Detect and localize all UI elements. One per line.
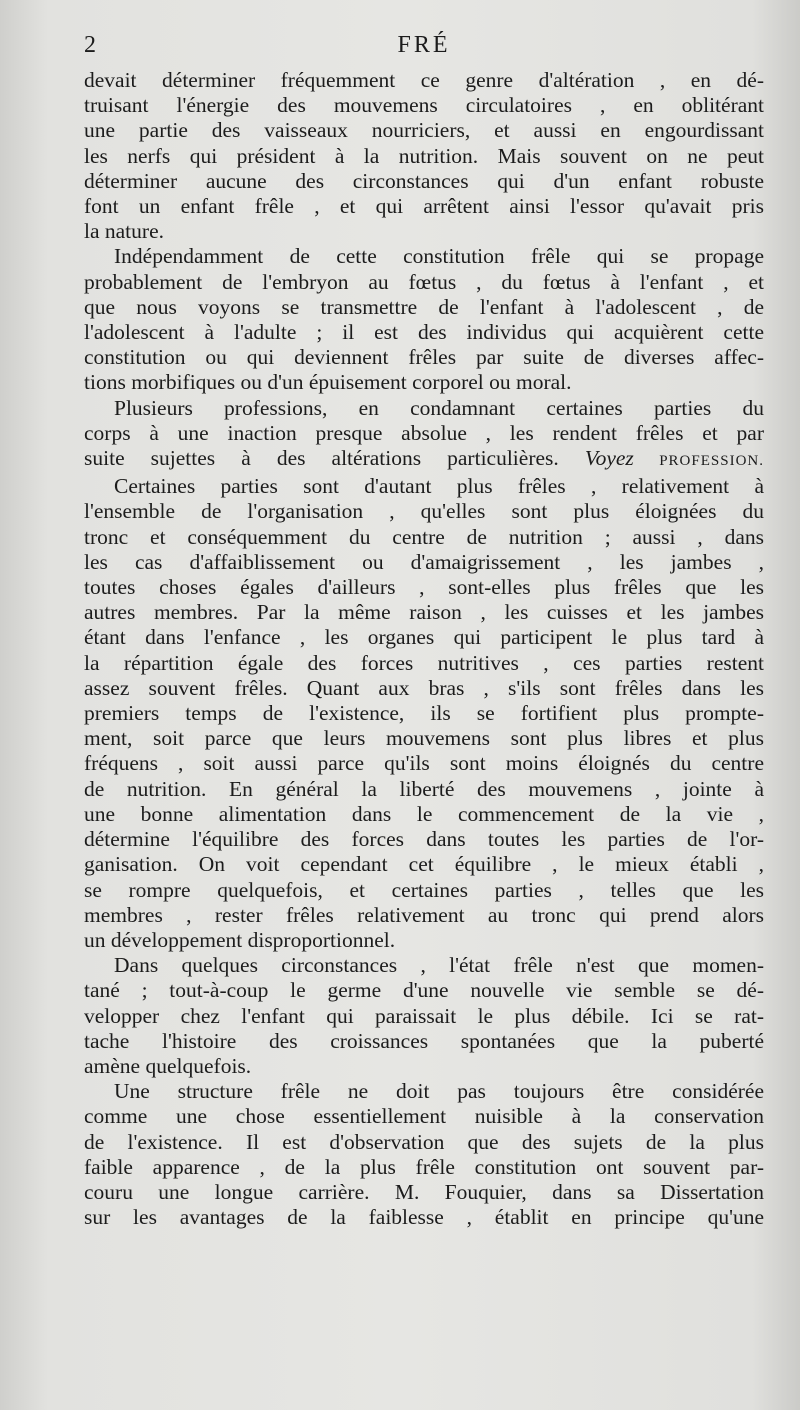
text-line-with-crossref bbox=[84, 446, 764, 474]
text-line: ment, soit parce que leurs mouvemens sont plus libres et plus bbox=[84, 726, 764, 751]
paragraph-2 bbox=[84, 244, 764, 395]
text-line: membres , rester frêles relativement au tronc qui prend alors bbox=[84, 902, 764, 927]
text-line: premiers temps de l'existence, ils se fortifient plus prompte- bbox=[84, 701, 764, 726]
text-line: Dans quelques circonstances , l'état frêle n'est que momen- bbox=[114, 953, 764, 978]
text-line: les cas d'affaiblissement ou d'amaigrissement , les jambes , bbox=[84, 549, 764, 574]
text-line: que nous voyons se transmettre de l'enfant à l'adolescent , de bbox=[84, 294, 764, 319]
text-line: de nutrition. En général la liberté des mouvemens , jointe à bbox=[84, 776, 764, 801]
text-line: comme une chose essentiellement nuisible à la conservation bbox=[84, 1104, 764, 1129]
text-line: tané ; tout-à-coup le germe d'une nouvelle vie semble se dé- bbox=[84, 978, 764, 1003]
running-head: FRÉ bbox=[397, 32, 451, 58]
text-line: de l'existence. Il est d'observation que des sujets de la plus bbox=[84, 1129, 764, 1154]
text-line: Indépendamment de cette constitution frêle qui se propage bbox=[114, 244, 764, 269]
text-line: la répartition égale des forces nutritives , ces parties restent bbox=[84, 650, 764, 675]
text-line: une partie des vaisseaux nourriciers, et aussi en engourdissant bbox=[84, 118, 764, 143]
text-line: devait déterminer fréquemment ce genre d'altération , en dé- bbox=[84, 68, 764, 92]
paragraph-4 bbox=[84, 474, 764, 953]
text-line: les nerfs qui président à la nutrition. Mais souvent on ne peut bbox=[84, 143, 764, 168]
text-line: truisant l'énergie des mouvemens circulatoires , en oblitérant bbox=[84, 93, 764, 118]
text-line: tache l'histoire des croissances spontanées que la puberté bbox=[84, 1028, 764, 1053]
page-number: 2 bbox=[84, 32, 96, 58]
text-line: font un enfant frêle , et qui arrêtent ainsi l'essor qu'avait pris bbox=[84, 194, 764, 219]
text-line: fréquens , soit aussi parce qu'ils sont moins éloignés du centre bbox=[84, 751, 764, 776]
text-line: déterminer aucune des circonstances qui d'un enfant robuste bbox=[84, 168, 764, 193]
text-line: autres membres. Par la même raison , les cuisses et les jambes bbox=[84, 600, 764, 625]
text-line: Certaines parties sont d'autant plus frêles , relativement à bbox=[114, 474, 764, 499]
text-line: l'adolescent à l'adulte ; il est des individus qui acquièrent cette bbox=[84, 320, 764, 345]
text-line: une bonne alimentation dans le commencement de la vie , bbox=[84, 801, 764, 826]
text-line: Une structure frêle ne doit pas toujours être considérée bbox=[114, 1079, 764, 1104]
text-line: sur les avantages de la faiblesse , établit en principe qu'une bbox=[84, 1205, 764, 1230]
text-line: toutes choses égales d'ailleurs , sont-elles plus frêles que les bbox=[84, 575, 764, 600]
voyez-label: Voyez bbox=[584, 446, 634, 471]
body-text bbox=[84, 68, 764, 1230]
text-line: Plusieurs professions, en condamnant certaines parties du bbox=[114, 395, 764, 420]
text-run: suite sujettes à des altérations particulières. bbox=[84, 446, 585, 471]
text-line: assez souvent frêles. Quant aux bras , s'ils sont frêles dans les bbox=[84, 675, 764, 700]
paragraph-3 bbox=[84, 396, 764, 475]
text-line: la nature. bbox=[84, 219, 164, 244]
text-line: tronc et conséquemment du centre de nutrition ; aussi , dans bbox=[84, 524, 764, 549]
page-header bbox=[84, 32, 764, 66]
text-line: l'ensemble de l'organisation , qu'elles sont plus éloignées du bbox=[84, 499, 764, 524]
text-line: probablement de l'embryon au fœtus , du fœtus à l'enfant , et bbox=[84, 269, 764, 294]
text-line: velopper chez l'enfant qui paraissait le plus débile. Ici se rat- bbox=[84, 1003, 764, 1028]
text-line: faible apparence , de la plus frêle constitution ont souvent par- bbox=[84, 1154, 764, 1179]
text-line: un développement disproportionnel. bbox=[84, 927, 396, 952]
text-line: se rompre quelquefois, et certaines parties , telles que les bbox=[84, 877, 764, 902]
paragraph-6 bbox=[84, 1079, 764, 1230]
text-line: ganisation. On voit cependant cet équilibre , le mieux établi , bbox=[84, 852, 764, 877]
text-line: couru une longue carrière. M. Fouquier, dans sa Dissertation bbox=[84, 1179, 764, 1204]
paragraph-1 bbox=[84, 68, 764, 244]
text-line: tions morbifiques ou d'un épuisement corporel ou moral. bbox=[84, 370, 572, 395]
text-line: constitution ou qui deviennent frêles par suite de diverses affec- bbox=[84, 345, 764, 370]
paragraph-5 bbox=[84, 953, 764, 1079]
text-line: détermine l'équilibre des forces dans toutes les parties de l'or- bbox=[84, 827, 764, 852]
text-line: étant dans l'enfance , les organes qui participent le plus tard à bbox=[84, 625, 764, 650]
cross-reference: PROFESSION. bbox=[633, 453, 764, 470]
text-line: amène quelquefois. bbox=[84, 1053, 252, 1078]
text-line: corps à une inaction presque absolue , les rendent frêles et par bbox=[84, 420, 764, 445]
